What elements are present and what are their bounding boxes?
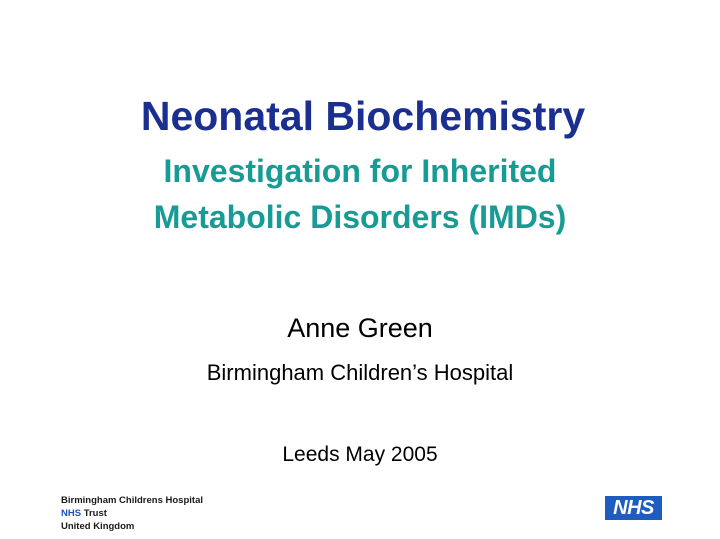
subtitle-line-2: Metabolic Disorders (IMDs)	[153, 199, 567, 235]
nhs-logo-text: NHS	[613, 497, 654, 519]
footer-organization	[61, 494, 203, 533]
nhs-logo-icon	[605, 496, 662, 520]
slide-title: Neonatal Biochemistry	[140, 93, 586, 139]
slide-subtitle	[0, 148, 720, 240]
footer-line-1: Birmingham Childrens Hospital	[61, 495, 203, 506]
author-name: Anne Green	[287, 313, 433, 343]
event-date: Leeds May 2005	[282, 443, 438, 466]
footer-line-3: United Kingdom	[61, 521, 135, 532]
subtitle-line-1: Investigation for Inherited	[163, 153, 557, 189]
footer-trust-word: Trust	[81, 508, 107, 519]
author-affiliation: Birmingham Children’s Hospital	[206, 360, 514, 385]
footer-line-2	[61, 507, 203, 520]
footer-nhs-word: NHS	[61, 508, 82, 519]
